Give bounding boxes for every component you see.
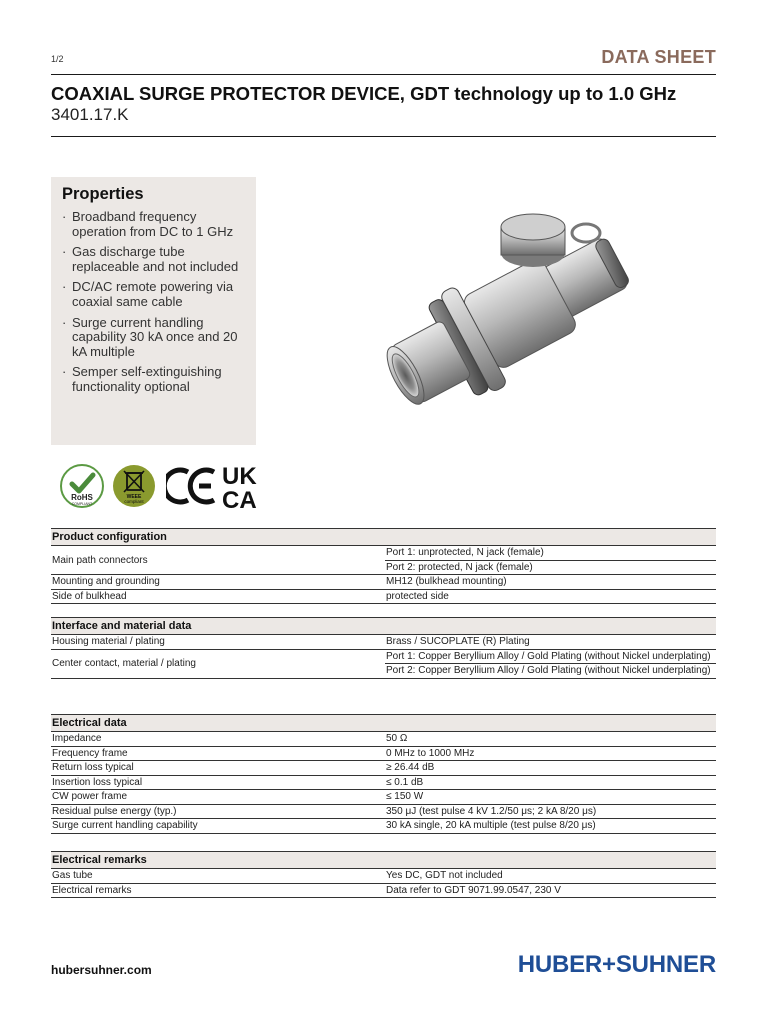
list-item: · Gas discharge tube replaceable and not included: [62, 244, 239, 274]
document-type: DATA SHEET: [601, 47, 716, 67]
certification-logos: [60, 462, 280, 510]
row-key: Main path connectors: [52, 554, 148, 566]
row-key: Surge current handling capability: [52, 820, 198, 832]
list-item: · Broadband frequency operation from DC to 1 GHz: [62, 209, 234, 239]
table-row: [51, 590, 716, 605]
property-text: Gas discharge tube replaceable and not included: [72, 244, 239, 274]
table-row: [51, 790, 716, 805]
row-key: Insertion loss typical: [52, 776, 143, 788]
table-row: [51, 819, 716, 834]
row-value: Port 1: Copper Beryllium Alloy / Gold Plating (without Nickel underplating): [386, 650, 711, 662]
rohs-check-icon: [60, 464, 104, 508]
property-text: Broadband frequency operation from DC to 1 GHz: [72, 209, 234, 239]
row-value: 350 μJ (test pulse 4 kV 1.2/50 μs; 2 kA 8/20 μs): [386, 805, 597, 817]
article-number: 3401.17.K: [51, 105, 129, 124]
row-value: Port 2: protected, N jack (female): [385, 560, 716, 575]
table-row: [51, 635, 716, 650]
weee-label: WEEE: [126, 494, 142, 500]
row-value: ≤ 0.1 dB: [386, 776, 424, 788]
row-value: 30 kA single, 20 kA multiple (test pulse 8/20 μs): [386, 820, 596, 831]
row-key: Return loss typical: [52, 762, 134, 774]
row-key: CW power frame: [52, 791, 128, 803]
property-text: Semper self-extinguishing functionality optional: [72, 364, 222, 394]
row-value: ≤ 150 W: [386, 791, 424, 802]
weee-bin-icon: [112, 464, 156, 508]
row-key: Side of bulkhead: [52, 590, 127, 602]
table-row: [51, 776, 716, 791]
row-value: 50 Ω: [386, 733, 408, 744]
row-key: Impedance: [52, 733, 102, 745]
rohs-label: RoHS: [71, 493, 93, 502]
row-value: Port 1: unprotected, N jack (female): [386, 547, 544, 558]
ukca-line2: CA: [222, 487, 257, 510]
table-row: [51, 884, 716, 899]
properties-heading: Properties: [62, 185, 144, 203]
ce-mark-icon: [166, 466, 218, 506]
row-key: Mounting and grounding: [52, 576, 160, 588]
row-value: Data refer to GDT 9071.99.0547, 230 V: [386, 884, 561, 896]
table-row: [51, 761, 716, 776]
row-value: 0 MHz to 1000 MHz: [386, 747, 475, 759]
table-row: [51, 650, 716, 679]
ukca-mark-icon: [220, 462, 270, 510]
row-key: Gas tube: [52, 870, 93, 882]
row-value: protected side: [386, 590, 449, 602]
property-text: DC/AC remote powering via coaxial same cable: [72, 279, 234, 309]
table-row: [51, 546, 716, 575]
properties-panel: [51, 177, 256, 445]
row-value: ≥ 26.44 dB: [386, 762, 435, 773]
row-key: Center contact, material / plating: [52, 658, 196, 669]
properties-list: [62, 210, 246, 395]
list-item: · Surge current handling capability 30 kA once and 20 kA multiple: [62, 314, 238, 359]
ukca-line1: UK: [222, 463, 257, 490]
section-product-configuration: [51, 528, 716, 604]
page-number: 1/2: [51, 54, 64, 64]
website-link[interactable]: hubersuhner.com: [51, 963, 152, 977]
row-key: Frequency frame: [52, 747, 128, 759]
product-image: [378, 205, 640, 417]
weee-sublabel: compliant: [124, 499, 144, 504]
rohs-sublabel: COMPLIANT: [71, 502, 93, 506]
section-electrical-data: [51, 714, 716, 834]
row-key: Housing material / plating: [52, 636, 165, 648]
title-divider: [51, 136, 716, 137]
table-row: [51, 575, 716, 590]
section-heading: Electrical remarks: [51, 851, 716, 869]
table-row: [51, 747, 716, 762]
page-title: COAXIAL SURGE PROTECTOR DEVICE, GDT technology up to 1.0 GHz: [51, 83, 677, 104]
section-heading: Interface and material data: [51, 617, 716, 635]
section-heading: Electrical data: [51, 714, 716, 732]
table-row: [51, 805, 716, 820]
property-text: Surge current handling capability 30 kA once and 20 kA multiple: [72, 314, 238, 359]
header-divider: [51, 74, 716, 75]
company-logo: HUBER+SUHNER: [517, 951, 716, 978]
table-row: [51, 732, 716, 747]
row-value: Port 2: Copper Beryllium Alloy / Gold Plating (without Nickel underplating): [385, 663, 716, 678]
row-value: MH12 (bulkhead mounting): [386, 576, 507, 587]
row-key: Electrical remarks: [52, 884, 132, 896]
section-interface-material: [51, 617, 716, 679]
section-electrical-remarks: [51, 851, 716, 898]
row-value: Brass / SUCOPLATE (R) Plating: [386, 636, 530, 647]
section-heading: Product configuration: [51, 528, 716, 546]
list-item: · Semper self-extinguishing functionality optional: [62, 364, 222, 394]
table-row: [51, 869, 716, 884]
row-value: Yes DC, GDT not included: [386, 870, 503, 881]
list-item: · DC/AC remote powering via coaxial same cable: [62, 279, 234, 309]
row-key: Residual pulse energy (typ.): [52, 805, 177, 817]
